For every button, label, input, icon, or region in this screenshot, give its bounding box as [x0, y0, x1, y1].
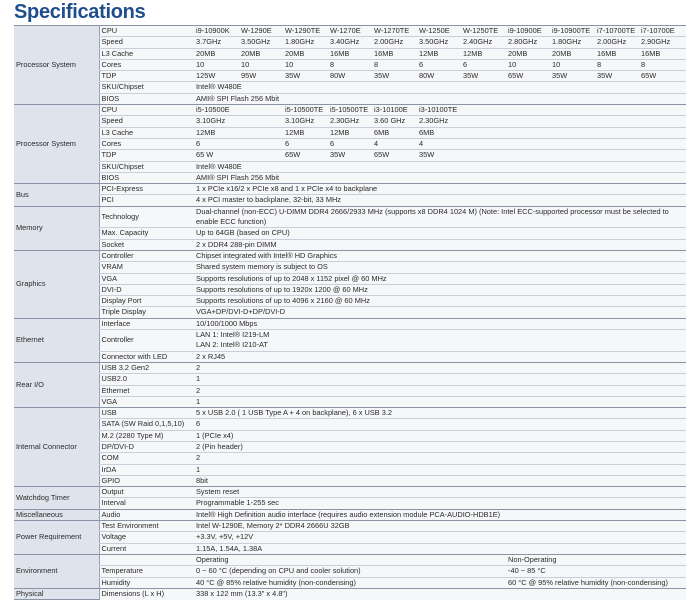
- value-cell: 3.50GHz: [417, 37, 461, 48]
- value-cell: 2.00GHz: [595, 37, 639, 48]
- value-cell-secondary: -40 ~ 85 °C: [506, 566, 686, 577]
- value-cell: W-1290TE: [283, 26, 328, 37]
- section-category: Miscellaneous: [14, 509, 99, 520]
- row-label: SATA (SW Raid 0,1,5,10): [99, 419, 194, 430]
- value-cell: i5-10500TE: [283, 105, 328, 116]
- spec-row: [14, 554, 686, 565]
- empty-cell: [671, 71, 686, 82]
- value-cell: 1: [194, 464, 686, 475]
- value-cell: i7-10700TE: [595, 26, 639, 37]
- row-label: Audio: [99, 509, 194, 520]
- value-cell: 35W: [461, 71, 506, 82]
- row-label: VRAM: [99, 262, 194, 273]
- value-cell: 1.80GHz: [283, 37, 328, 48]
- value-cell: 2.80GHz: [506, 37, 550, 48]
- value-cell: 3.10GHz: [194, 116, 239, 127]
- value-cell: 65W: [506, 71, 550, 82]
- row-label: GPIO: [99, 475, 194, 486]
- value-cell: 95W: [239, 71, 283, 82]
- value-cell: Intel W-1290E, Memory 2* DDR4 2666U 32GB: [194, 521, 686, 532]
- value-cell: 2: [194, 453, 686, 464]
- row-label: Speed: [99, 37, 194, 48]
- section-category: Graphics: [14, 250, 99, 318]
- row-label: Voltage: [99, 532, 194, 543]
- value-cell: [239, 138, 283, 149]
- spec-row: [14, 385, 686, 396]
- value-cell: 65W: [283, 150, 328, 161]
- value-cell: 8: [639, 59, 671, 70]
- value-cell: Supports resolutions of up to 2048 x 1152 pixel @ 60 MHz: [194, 273, 686, 284]
- row-label: Display Port: [99, 296, 194, 307]
- page-title: Specifications: [14, 1, 146, 23]
- value-cell: Shared system memory is subject to OS: [194, 262, 686, 273]
- section-category: Environment: [14, 554, 99, 588]
- spec-row: [14, 374, 686, 385]
- value-cell: 12MB: [461, 48, 506, 59]
- spec-row: [14, 296, 686, 307]
- value-cell-secondary: Non-Operating: [506, 554, 686, 565]
- value-cell: AMI® SPI Flash 256 Mbit: [194, 172, 686, 183]
- value-cell: 1: [194, 396, 686, 407]
- section-category: Memory: [14, 206, 99, 250]
- spec-row: [14, 195, 686, 206]
- value-cell: 10: [239, 59, 283, 70]
- row-label: Temperature: [99, 566, 194, 577]
- spec-row: [14, 566, 686, 577]
- spec-row: [14, 464, 686, 475]
- spec-row: [14, 138, 686, 149]
- row-label: SKU/Chipset: [99, 82, 194, 93]
- row-label: PCI: [99, 195, 194, 206]
- spec-row: [14, 105, 686, 116]
- value-cell: 6: [461, 59, 506, 70]
- row-label: Interval: [99, 498, 194, 509]
- spec-row: [14, 441, 686, 452]
- spec-row: [14, 521, 686, 532]
- section-category: Physical: [14, 588, 99, 599]
- spec-row: [14, 150, 686, 161]
- spec-row: [14, 273, 686, 284]
- value-cell: i3-10100E: [372, 105, 417, 116]
- value-cell: 16MB: [372, 48, 417, 59]
- spec-row: [14, 396, 686, 407]
- value-cell: 4: [417, 138, 461, 149]
- value-cell: Supports resolutions of up to 1920x 1200 @ 60 MHz: [194, 284, 686, 295]
- value-cell: 1: [194, 374, 686, 385]
- spec-row: [14, 408, 686, 419]
- specifications-table: [14, 25, 686, 600]
- value-cell: AMI® SPI Flash 256 Mbit: [194, 93, 686, 104]
- value-cell: 20MB: [550, 48, 595, 59]
- spec-row: [14, 307, 686, 318]
- spec-row: [14, 509, 686, 520]
- value-cell: 2: [194, 362, 686, 373]
- value-cell: Programmable 1-255 sec: [194, 498, 686, 509]
- spec-row: [14, 498, 686, 509]
- value-cell: i3-10100TE: [417, 105, 461, 116]
- value-cell: 6: [194, 419, 686, 430]
- spec-row: [14, 284, 686, 295]
- value-cell: [239, 127, 283, 138]
- value-cell: 65 W: [194, 150, 239, 161]
- spec-row: [14, 239, 686, 250]
- empty-cell: [461, 105, 686, 116]
- row-label: Ethernet: [99, 385, 194, 396]
- spec-row: [14, 116, 686, 127]
- value-cell: 6: [194, 138, 239, 149]
- row-label: DVI-D: [99, 284, 194, 295]
- value-cell: i5-10500E: [194, 105, 239, 116]
- row-label: Dimensions (L x H): [99, 588, 194, 599]
- empty-cell: [461, 138, 686, 149]
- row-label: Interface: [99, 318, 194, 329]
- empty-cell: [461, 127, 686, 138]
- value-cell: 3.50GHz: [239, 37, 283, 48]
- section-category: Processor System: [14, 105, 99, 184]
- value-cell: 4: [372, 138, 417, 149]
- value-cell: 10: [283, 59, 328, 70]
- value-cell: 8: [595, 59, 639, 70]
- value-cell: i9-10900TE: [550, 26, 595, 37]
- section-category: Internal Connector: [14, 408, 99, 487]
- value-cell: 6MB: [417, 127, 461, 138]
- row-label: Output: [99, 487, 194, 498]
- value-cell: 6: [328, 138, 372, 149]
- value-cell: 65W: [639, 71, 671, 82]
- value-cell: 16MB: [639, 48, 671, 59]
- row-label: BIOS: [99, 93, 194, 104]
- row-label: USB: [99, 408, 194, 419]
- value-cell: 20MB: [194, 48, 239, 59]
- value-cell: Chipset integrated with Intel® HD Graphics: [194, 250, 686, 261]
- row-label: TDP: [99, 71, 194, 82]
- row-label: USB2.0: [99, 374, 194, 385]
- value-cell: 2.40GHz: [461, 37, 506, 48]
- value-cell: [239, 105, 283, 116]
- value-cell: 1 (PCIe x4): [194, 430, 686, 441]
- value-cell: 12MB: [283, 127, 328, 138]
- value-cell: 1 x PCIe x16/2 x PCIe x8 and 1 x PCIe x4 to backplane: [194, 184, 686, 195]
- row-label: Controller: [99, 250, 194, 261]
- spec-row: [14, 330, 686, 352]
- row-label: Max. Capacity: [99, 228, 194, 239]
- value-cell: Dual-channel (non-ECC) U-DIMM DDR4 2666/2933 MHz (supports x8 DDR4 1024 M) (Note: Intel ECC-supported processor must be selected to enable ECC function): [194, 206, 686, 228]
- value-cell: 65W: [372, 150, 417, 161]
- value-cell: 125W: [194, 71, 239, 82]
- row-label: PCI-Express: [99, 184, 194, 195]
- value-cell: i7-10700E: [641, 26, 675, 35]
- value-cell: +3.3V, +5V, +12V: [194, 532, 686, 543]
- value-cell: W-1290E: [239, 26, 283, 37]
- row-label: CPU: [99, 105, 194, 116]
- spec-row: [14, 577, 686, 588]
- row-label: TDP: [99, 150, 194, 161]
- spec-row: [14, 37, 686, 48]
- value-cell: 40 °C @ 85% relative humidity (non-condensing): [194, 577, 506, 588]
- value-cell: 35W: [550, 71, 595, 82]
- row-label: L3 Cache: [99, 48, 194, 59]
- value-cell-secondary: 60 °C @ 95% relative humidity (non-condensing): [506, 577, 686, 588]
- value-cell: 2: [194, 385, 686, 396]
- value-cell: 8: [328, 59, 372, 70]
- row-label: CPU: [99, 26, 194, 37]
- value-cell: 0 ~ 60 °C (depending on CPU and cooler solution): [194, 566, 506, 577]
- spec-row: [14, 453, 686, 464]
- value-cell: 6: [417, 59, 461, 70]
- value-cell: 35W: [328, 150, 372, 161]
- spec-row: [14, 82, 686, 93]
- spec-body: [14, 26, 686, 600]
- row-label: Connector with LED: [99, 351, 194, 362]
- value-cell: W-1250E: [417, 26, 461, 37]
- value-cell: 2.30GHz: [328, 116, 372, 127]
- value-cell: 3.40GHz: [328, 37, 372, 48]
- value-cell: 2.90GHz: [641, 37, 671, 47]
- value-cell: 35W: [595, 71, 639, 82]
- value-cell: 338 x 122 mm (13.3" x 4.8"): [194, 588, 686, 599]
- row-label: DP/DVI-D: [99, 441, 194, 452]
- value-cell: 1.80GHz: [550, 37, 595, 48]
- spec-row: [14, 487, 686, 498]
- value-cell: Up to 64GB (based on CPU): [194, 228, 686, 239]
- spec-row: [14, 26, 686, 37]
- value-cell: VGA+DP/DVI-D+DP/DVI-D: [194, 307, 686, 318]
- value-cell: System reset: [194, 487, 686, 498]
- value-cell: 3.10GHz: [283, 116, 328, 127]
- value-cell: 8: [372, 59, 417, 70]
- value-cell: 16MB: [595, 48, 639, 59]
- row-label: Triple Display: [99, 307, 194, 318]
- value-cell: LAN 1: Intel® I219-LM LAN 2: Intel® I210-AT: [194, 330, 686, 352]
- value-cell: i9-10900K: [194, 26, 239, 37]
- row-label: VGA: [99, 396, 194, 407]
- spec-row: [14, 184, 686, 195]
- spec-row: [14, 543, 686, 554]
- spec-row: [14, 48, 686, 59]
- spec-row: [14, 318, 686, 329]
- spec-row: [14, 206, 686, 228]
- spec-row: [14, 71, 686, 82]
- section-category: Ethernet: [14, 318, 99, 362]
- value-cell: 35W: [283, 71, 328, 82]
- spec-row: [14, 351, 686, 362]
- value-cell: 5 x USB 2.0 ( 1 USB Type A + 4 on backplane), 6 x USB 3.2: [194, 408, 686, 419]
- section-category: Power Requirement: [14, 521, 99, 555]
- value-cell: 20MB: [239, 48, 283, 59]
- row-label: Cores: [99, 59, 194, 70]
- value-cell: Intel® W480E: [194, 82, 686, 93]
- value-cell: 2 x DDR4 288-pin DIMM: [194, 239, 686, 250]
- row-label: [99, 554, 194, 565]
- section-category: Rear I/O: [14, 362, 99, 407]
- value-cell: 2 (Pin header): [194, 441, 686, 452]
- empty-cell: [461, 116, 686, 127]
- section-category: Processor System: [14, 26, 99, 105]
- value-cell: 20MB: [283, 48, 328, 59]
- value-cell: 80W: [417, 71, 461, 82]
- row-label: USB 3.2 Gen2: [99, 362, 194, 373]
- empty-cell: [671, 37, 686, 48]
- row-label: BIOS: [99, 172, 194, 183]
- row-label: Speed: [99, 116, 194, 127]
- section-category: Watchdog Timer: [14, 487, 99, 510]
- row-label: COM: [99, 453, 194, 464]
- value-cell: 4 x PCI master to backplane, 32-bit, 33 MHz: [194, 195, 686, 206]
- value-cell: 6: [283, 138, 328, 149]
- spec-row: [14, 161, 686, 172]
- spec-row: [14, 172, 686, 183]
- value-cell: Intel® W480E: [194, 161, 686, 172]
- spec-row: [14, 362, 686, 373]
- value-cell: 20MB: [506, 48, 550, 59]
- row-label: M.2 (2280 Type M): [99, 430, 194, 441]
- value-cell: 1.15A, 1.54A, 1.38A: [194, 543, 686, 554]
- value-cell: 10: [194, 59, 239, 70]
- row-label: Technology: [99, 206, 194, 228]
- row-label: Humidity: [99, 577, 194, 588]
- value-cell: Operating: [194, 554, 506, 565]
- spec-row: [14, 59, 686, 70]
- spec-row: [14, 475, 686, 486]
- value-cell: 10/100/1000 Mbps: [194, 318, 686, 329]
- spec-row: [14, 532, 686, 543]
- value-cell: W-1270TE: [372, 26, 417, 37]
- row-label: Current: [99, 543, 194, 554]
- value-cell: 80W: [328, 71, 372, 82]
- value-cell: W-1270E: [328, 26, 372, 37]
- value-cell: 35W: [372, 71, 417, 82]
- value-cell: 2 x RJ45: [194, 351, 686, 362]
- value-cell: 12MB: [417, 48, 461, 59]
- value-cell: 8bit: [194, 475, 686, 486]
- value-cell: i5-10500TE: [328, 105, 372, 116]
- empty-cell: [671, 48, 686, 59]
- value-cell: 2.30GHz: [417, 116, 461, 127]
- row-label: Test Environment: [99, 521, 194, 532]
- value-cell: 3.60 GHz: [372, 116, 417, 127]
- row-label: Cores: [99, 138, 194, 149]
- value-cell: 10: [506, 59, 550, 70]
- value-cell: Supports resolutions of up to 4096 x 2160 @ 60 MHz: [194, 296, 686, 307]
- spec-row: [14, 250, 686, 261]
- row-label: Controller: [99, 330, 194, 352]
- spec-row: [14, 228, 686, 239]
- spec-row: [14, 262, 686, 273]
- value-cell: 2.00GHz: [372, 37, 417, 48]
- value-cell: 35W: [417, 150, 461, 161]
- value-cell: 3.7GHz: [194, 37, 239, 48]
- value-cell: Intel® High Definition audio interface (requires audio extension module PCA-AUDIO-HDB1E): [194, 509, 686, 520]
- value-cell: 16MB: [328, 48, 372, 59]
- row-label: IrDA: [99, 464, 194, 475]
- spec-row: [14, 127, 686, 138]
- value-cell: W-1250TE: [461, 26, 506, 37]
- spec-row: [14, 430, 686, 441]
- row-label: Socket: [99, 239, 194, 250]
- value-cell: 12MB: [194, 127, 239, 138]
- value-cell: [239, 150, 283, 161]
- row-label: L3 Cache: [99, 127, 194, 138]
- value-cell: 10: [550, 59, 595, 70]
- empty-cell: [671, 59, 686, 70]
- empty-cell: [461, 150, 686, 161]
- value-cell: 12MB: [328, 127, 372, 138]
- value-cell: 6MB: [372, 127, 417, 138]
- spec-row: [14, 93, 686, 104]
- spec-row: [14, 419, 686, 430]
- value-cell: [239, 116, 283, 127]
- row-label: SKU/Chipset: [99, 161, 194, 172]
- spec-row: [14, 588, 686, 599]
- row-label: VGA: [99, 273, 194, 284]
- value-cell: i9-10900E: [506, 26, 550, 37]
- section-category: Bus: [14, 184, 99, 207]
